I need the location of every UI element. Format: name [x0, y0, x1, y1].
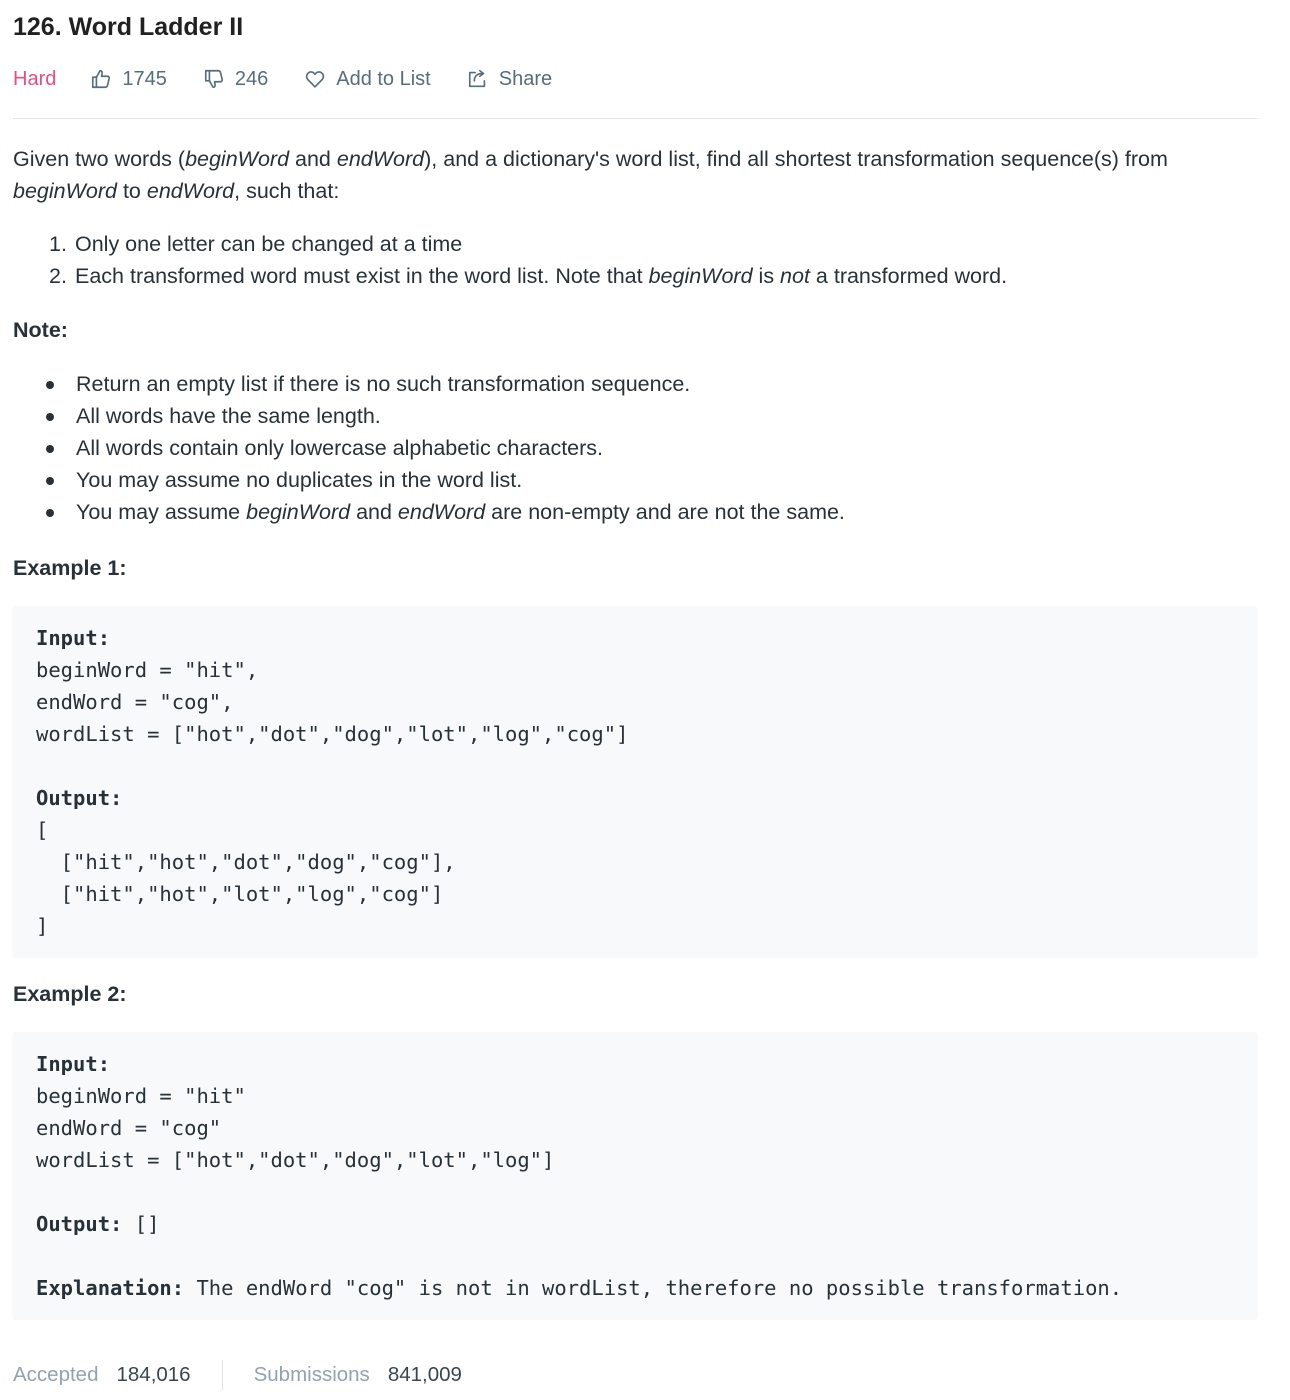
list-item: Return an empty list if there is no such transformation sequence. [44, 368, 845, 400]
output-label: Output: [36, 1212, 123, 1236]
dislike-button[interactable] [203, 68, 268, 91]
code-line: endWord = "cog", [36, 690, 234, 714]
explanation-text: The endWord "cog" is not in wordList, therefore no possible transformation. [184, 1276, 1123, 1300]
code-line: wordList = ["hot","dot","dog","lot","log","cog"] [36, 722, 629, 746]
rules-list [49, 228, 1007, 292]
code-line: ["hit","hot","lot","log","cog"] [36, 882, 444, 906]
like-button[interactable] [90, 68, 167, 91]
explanation-label: Explanation: [36, 1276, 185, 1300]
share-button[interactable] [467, 68, 552, 91]
list-item: You may assume beginWord and endWord are non-empty and are not the same. [44, 496, 845, 528]
example-1-heading: Example 1: [13, 556, 127, 580]
list-item: All words have the same length. [44, 400, 845, 432]
code-line: beginWord = "hit" [36, 1084, 246, 1108]
submission-stats [13, 1358, 462, 1392]
dislike-count: 246 [234, 67, 269, 90]
accepted-value: 184,016 [116, 1363, 191, 1386]
code-line: [ [36, 818, 49, 842]
thumbs-down-icon [203, 68, 225, 90]
output-label: Output: [36, 786, 123, 810]
add-to-list-label: Add to List [336, 67, 431, 90]
notes-list [44, 368, 845, 528]
list-item: 2. Each transformed word must exist in the word list. Note that beginWord is not a transformed word. [49, 264, 1008, 288]
submissions-label: Submissions [253, 1363, 370, 1386]
problem-meta-bar [13, 64, 588, 94]
difficulty-badge: Hard [13, 67, 57, 90]
note-heading: Note: [13, 318, 68, 342]
share-label: Share [498, 67, 553, 90]
like-count: 1745 [122, 67, 167, 90]
output-value: [] [122, 1212, 160, 1236]
list-item: You may assume no duplicates in the word list. [44, 464, 845, 496]
example-2-code-block [12, 1032, 1258, 1320]
code-line: beginWord = "hit", [36, 658, 259, 682]
accepted-label: Accepted [13, 1363, 99, 1386]
heart-icon [304, 68, 326, 90]
list-item: 1. Only one letter can be changed at a time [49, 232, 463, 256]
example-1-code-block [12, 606, 1258, 958]
thumbs-up-icon [90, 68, 112, 90]
header-divider [13, 118, 1258, 119]
stats-divider [222, 1360, 223, 1390]
code-line: ] [36, 914, 49, 938]
input-label: Input: [36, 1052, 111, 1076]
code-line: ["hit","hot","dot","dog","cog"], [36, 850, 456, 874]
code-line: endWord = "cog" [36, 1116, 222, 1140]
list-item: All words contain only lowercase alphabetic characters. [44, 432, 845, 464]
example-2-heading: Example 2: [13, 982, 127, 1006]
problem-description: Given two words (beginWord and endWord), and a dictionary's word list, find all shortest transformation sequence(s) from beginWord to endWord, such that: [13, 147, 1168, 203]
add-to-list-button[interactable] [304, 68, 431, 91]
submissions-value: 841,009 [387, 1363, 462, 1386]
code-line: wordList = ["hot","dot","dog","lot","log"] [36, 1148, 555, 1172]
input-label: Input: [36, 626, 111, 650]
problem-title: 126. Word Ladder II [13, 13, 244, 41]
share-icon [467, 68, 489, 90]
